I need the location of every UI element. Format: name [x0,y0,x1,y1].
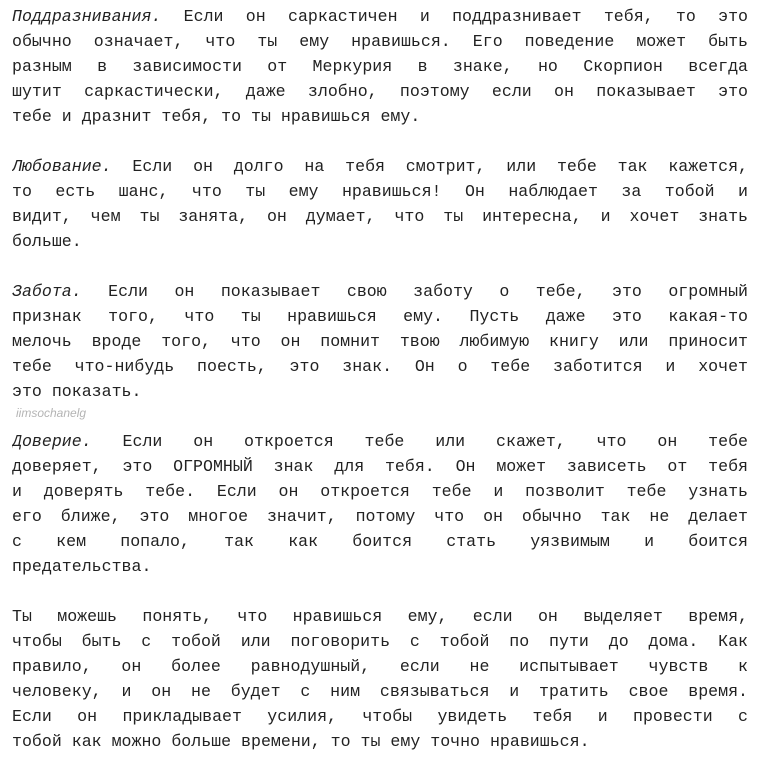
line-text: с кем попало, так как боится стать уязвимым и боится [12,532,748,551]
paragraph-2-line-2 [12,179,748,204]
paragraph-5-line-4 [12,679,748,704]
line-text: Если он долго на тебя смотрит, или тебе так кажется, [111,157,748,176]
paragraph-4-line-4 [12,504,748,529]
line-text: признак того, что ты нравишься ему. Пусть даже это какая-то [12,307,748,326]
line-text: Если он саркастичен и поддразнивает тебя, то это [161,7,748,26]
paragraph-4-line-6 [12,554,748,579]
paragraph-4-line-3 [12,479,748,504]
paragraph-5-line-6 [12,729,748,754]
line-text: правило, он более равнодушный, если не испытывает чувств к [12,657,748,676]
line-text: шутит саркастически, даже злобно, поэтому если он показывает это [12,82,748,101]
line-text: Если он откроется тебе или скажет, что он тебе [91,432,748,451]
paragraph-3-line-5 [12,379,748,404]
paragraph-3-line-1 [12,279,748,304]
paragraph-4-line-1 [12,429,748,454]
watermark: iimsochanelg [16,406,87,420]
paragraph-lead: Забота. [12,282,82,301]
paragraph-5-line-3 [12,654,748,679]
paragraph-lead: Любование. [12,157,112,176]
line-text: Если он прикладывает усилия, чтобы увидеть тебя и провести с [12,707,748,726]
line-text: это показать. [12,382,142,401]
paragraph-lead: Поддразнивания. [12,7,162,26]
paragraph-2-line-3 [12,204,748,229]
paragraph-1-line-4 [12,79,748,104]
paragraph-3-line-4 [12,354,748,379]
line-text: тебе и дразнит тебя, то ты нравишься ему. [12,107,421,126]
paragraph-4-line-2 [12,454,748,479]
line-text: Если он показывает свою заботу о тебе, это огромный [81,282,748,301]
line-text: человеку, и он не будет с ним связываться и тратить свое время. [12,682,748,701]
paragraph-lead: Доверие. [12,432,92,451]
paragraph-1-line-2 [12,29,748,54]
paragraph-5-line-5 [12,704,748,729]
paragraph-3-line-2 [12,304,748,329]
line-text: обычно означает, что ты ему нравишься. Его поведение может быть [12,32,748,51]
paragraph-3-line-3 [12,329,748,354]
line-text: тобой как можно больше времени, то ты ему точно нравишься. [12,732,590,751]
paragraph-5-line-2 [12,629,748,654]
line-text: тебе что-нибудь поесть, это знак. Он о тебе заботится и хочет [12,357,748,376]
paragraph-1-line-3 [12,54,748,79]
paragraph-4-line-5 [12,529,748,554]
line-text: видит, чем ты занята, он думает, что ты интересна, и хочет знать [12,207,748,226]
line-text: больше. [12,232,82,251]
line-text: то есть шанс, что ты ему нравишься! Он наблюдает за тобой и [12,182,748,201]
paragraph-1-line-1 [12,4,748,29]
line-text: мелочь вроде того, что он помнит твою любимую книгу или приносит [12,332,748,351]
paragraph-5-line-1 [12,604,748,629]
line-text: Ты можешь понять, что нравишься ему, если он выделяет время, [12,607,748,626]
line-text: доверяет, это ОГРОМНЫЙ знак для тебя. Он может зависеть от тебя [12,457,748,476]
line-text: чтобы быть с тобой или поговорить с тобой по пути до дома. Как [12,632,748,651]
line-text: и доверять тебе. Если он откроется тебе и позволит тебе узнать [12,482,748,501]
line-text: предательства. [12,557,152,576]
paragraph-1-line-5 [12,104,748,129]
line-text: его ближе, это многое значит, потому что он обычно так не делает [12,507,748,526]
paragraph-2-line-1 [12,154,748,179]
line-text: разным в зависимости от Меркурия в знаке, но Скорпион всегда [12,57,748,76]
paragraph-2-line-4 [12,229,748,254]
